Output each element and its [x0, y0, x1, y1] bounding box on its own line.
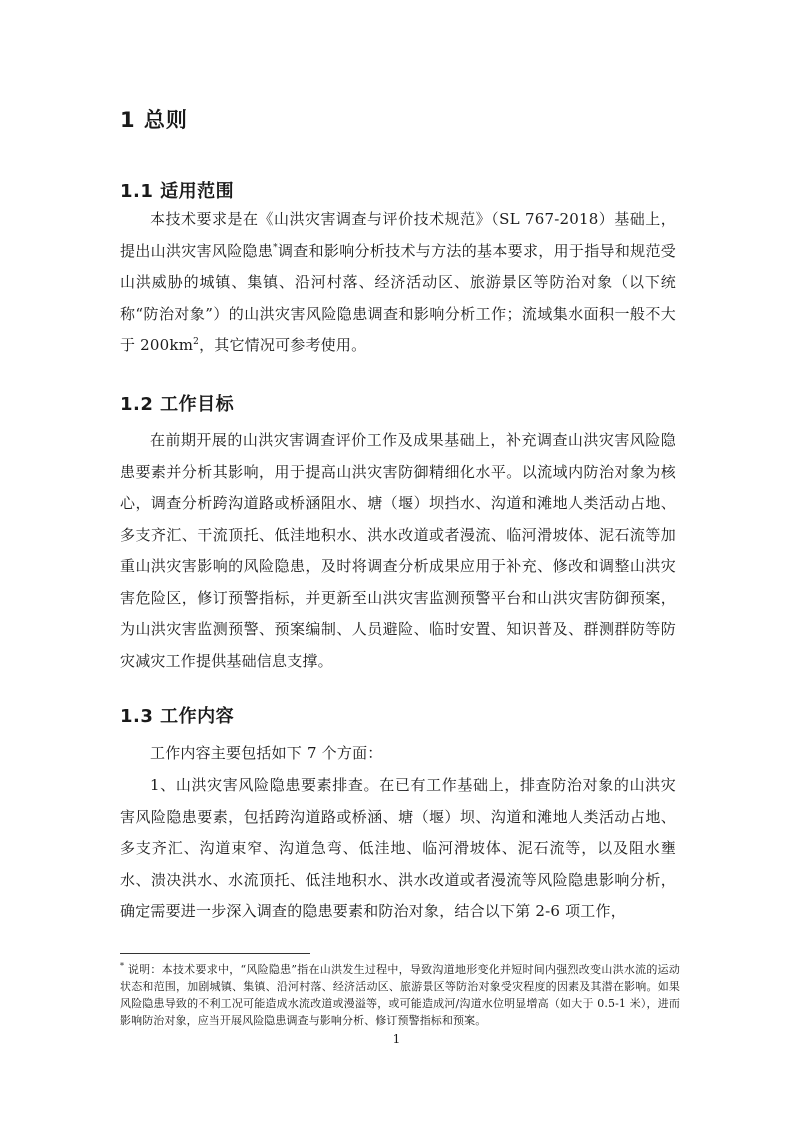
- footnote: [120, 961, 680, 1029]
- footnote-reference: *: [273, 242, 278, 253]
- section-heading-scope: 1.1 适用范围: [120, 181, 235, 202]
- scope-text-start: 本技术要求是在《山洪灾害调查与评价技术规范》（SL 767-2018）基础上，提出山洪灾害风险隐患: [120, 210, 676, 260]
- chapter-heading: 1 总则: [120, 108, 188, 132]
- unit-superscript: 2: [193, 337, 200, 347]
- content-item-1-paragraph: 1、山洪灾害风险隐患要素排查。在已有工作基础上，排查防治对象的山洪灾害风险隐患要素，包括跨沟道路或桥涵、塘（堰）坝、沟道和滩地人类活动占地、多支齐汇、沟道束窄、沟道急弯、低洼地、临河滑坡体、泥石流等，以及阻水壅水、溃决洪水、水流顶托、低洼地积水、洪水改道或者漫流等风险隐患影响分析，确定需要进一步深入调查的隐患要素和防治对象，结合以下第 2-6 项工作，: [120, 776, 676, 920]
- scope-paragraph: [120, 204, 676, 362]
- section-heading-content: 1.3 工作内容: [120, 706, 235, 727]
- section-heading-goals: 1.2 工作目标: [120, 394, 235, 415]
- goals-paragraph: 在前期开展的山洪灾害调查评价工作及成果基础上，补充调查山洪灾害风险隐患要素并分析其影响，用于提高山洪灾害防御精细化水平。以流域内防治对象为核心，调查分析跨沟道路或桥涵阻水、塘（堰）坝挡水、沟道和滩地人类活动占地、多支齐汇、干流顶托、低洼地积水、洪水改道或者漫流、临河滑坡体、泥石流等加重山洪灾害影响的风险隐患，及时将调查分析成果应用于补充、修改和调整山洪灾害危险区，修订预警指标，并更新至山洪灾害监测预警平台和山洪灾害防御预案，为山洪灾害监测预警、预案编制、人员避险、临时安置、知识普及、群测群防等防灾减灾工作提供基础信息支撑。: [120, 431, 676, 670]
- page-number: 1: [392, 1032, 401, 1046]
- content-intro-paragraph: 工作内容主要包括如下 7 个方面：: [150, 744, 383, 762]
- footnote-text: 说明：本技术要求中，“风险隐患”指在山洪发生过程中，导致沟道地形变化并短时间内强烈改变山洪水流的运动状态和范围，加剧城镇、集镇、沿河村落、经济活动区、旅游景区等防治对象受灾程度的因素及其潜在影响。如果风险隐患导致的不利工况可能造成水流改道或漫溢等，或可能造成河/沟道水位明显增高（如大于 0.5-1 米），进而影响防治对象，应当开展风险隐患调查与影响分析、修订预警指标和预案。: [120, 963, 680, 1027]
- scope-text-end: ，其它情况可参考使用。: [199, 336, 367, 354]
- scope-text-middle: 调查和影响分析技术与方法的基本要求，用于指导和规范受山洪威胁的城镇、集镇、沿河村落、经济活动区、旅游景区等防治对象（以下统称“防治对象”）的山洪灾害风险隐患调查和影响分析工作；流域集水面积一般不大于 200km: [120, 241, 676, 354]
- footnote-divider: [120, 953, 310, 954]
- footnote-mark: *: [120, 961, 125, 971]
